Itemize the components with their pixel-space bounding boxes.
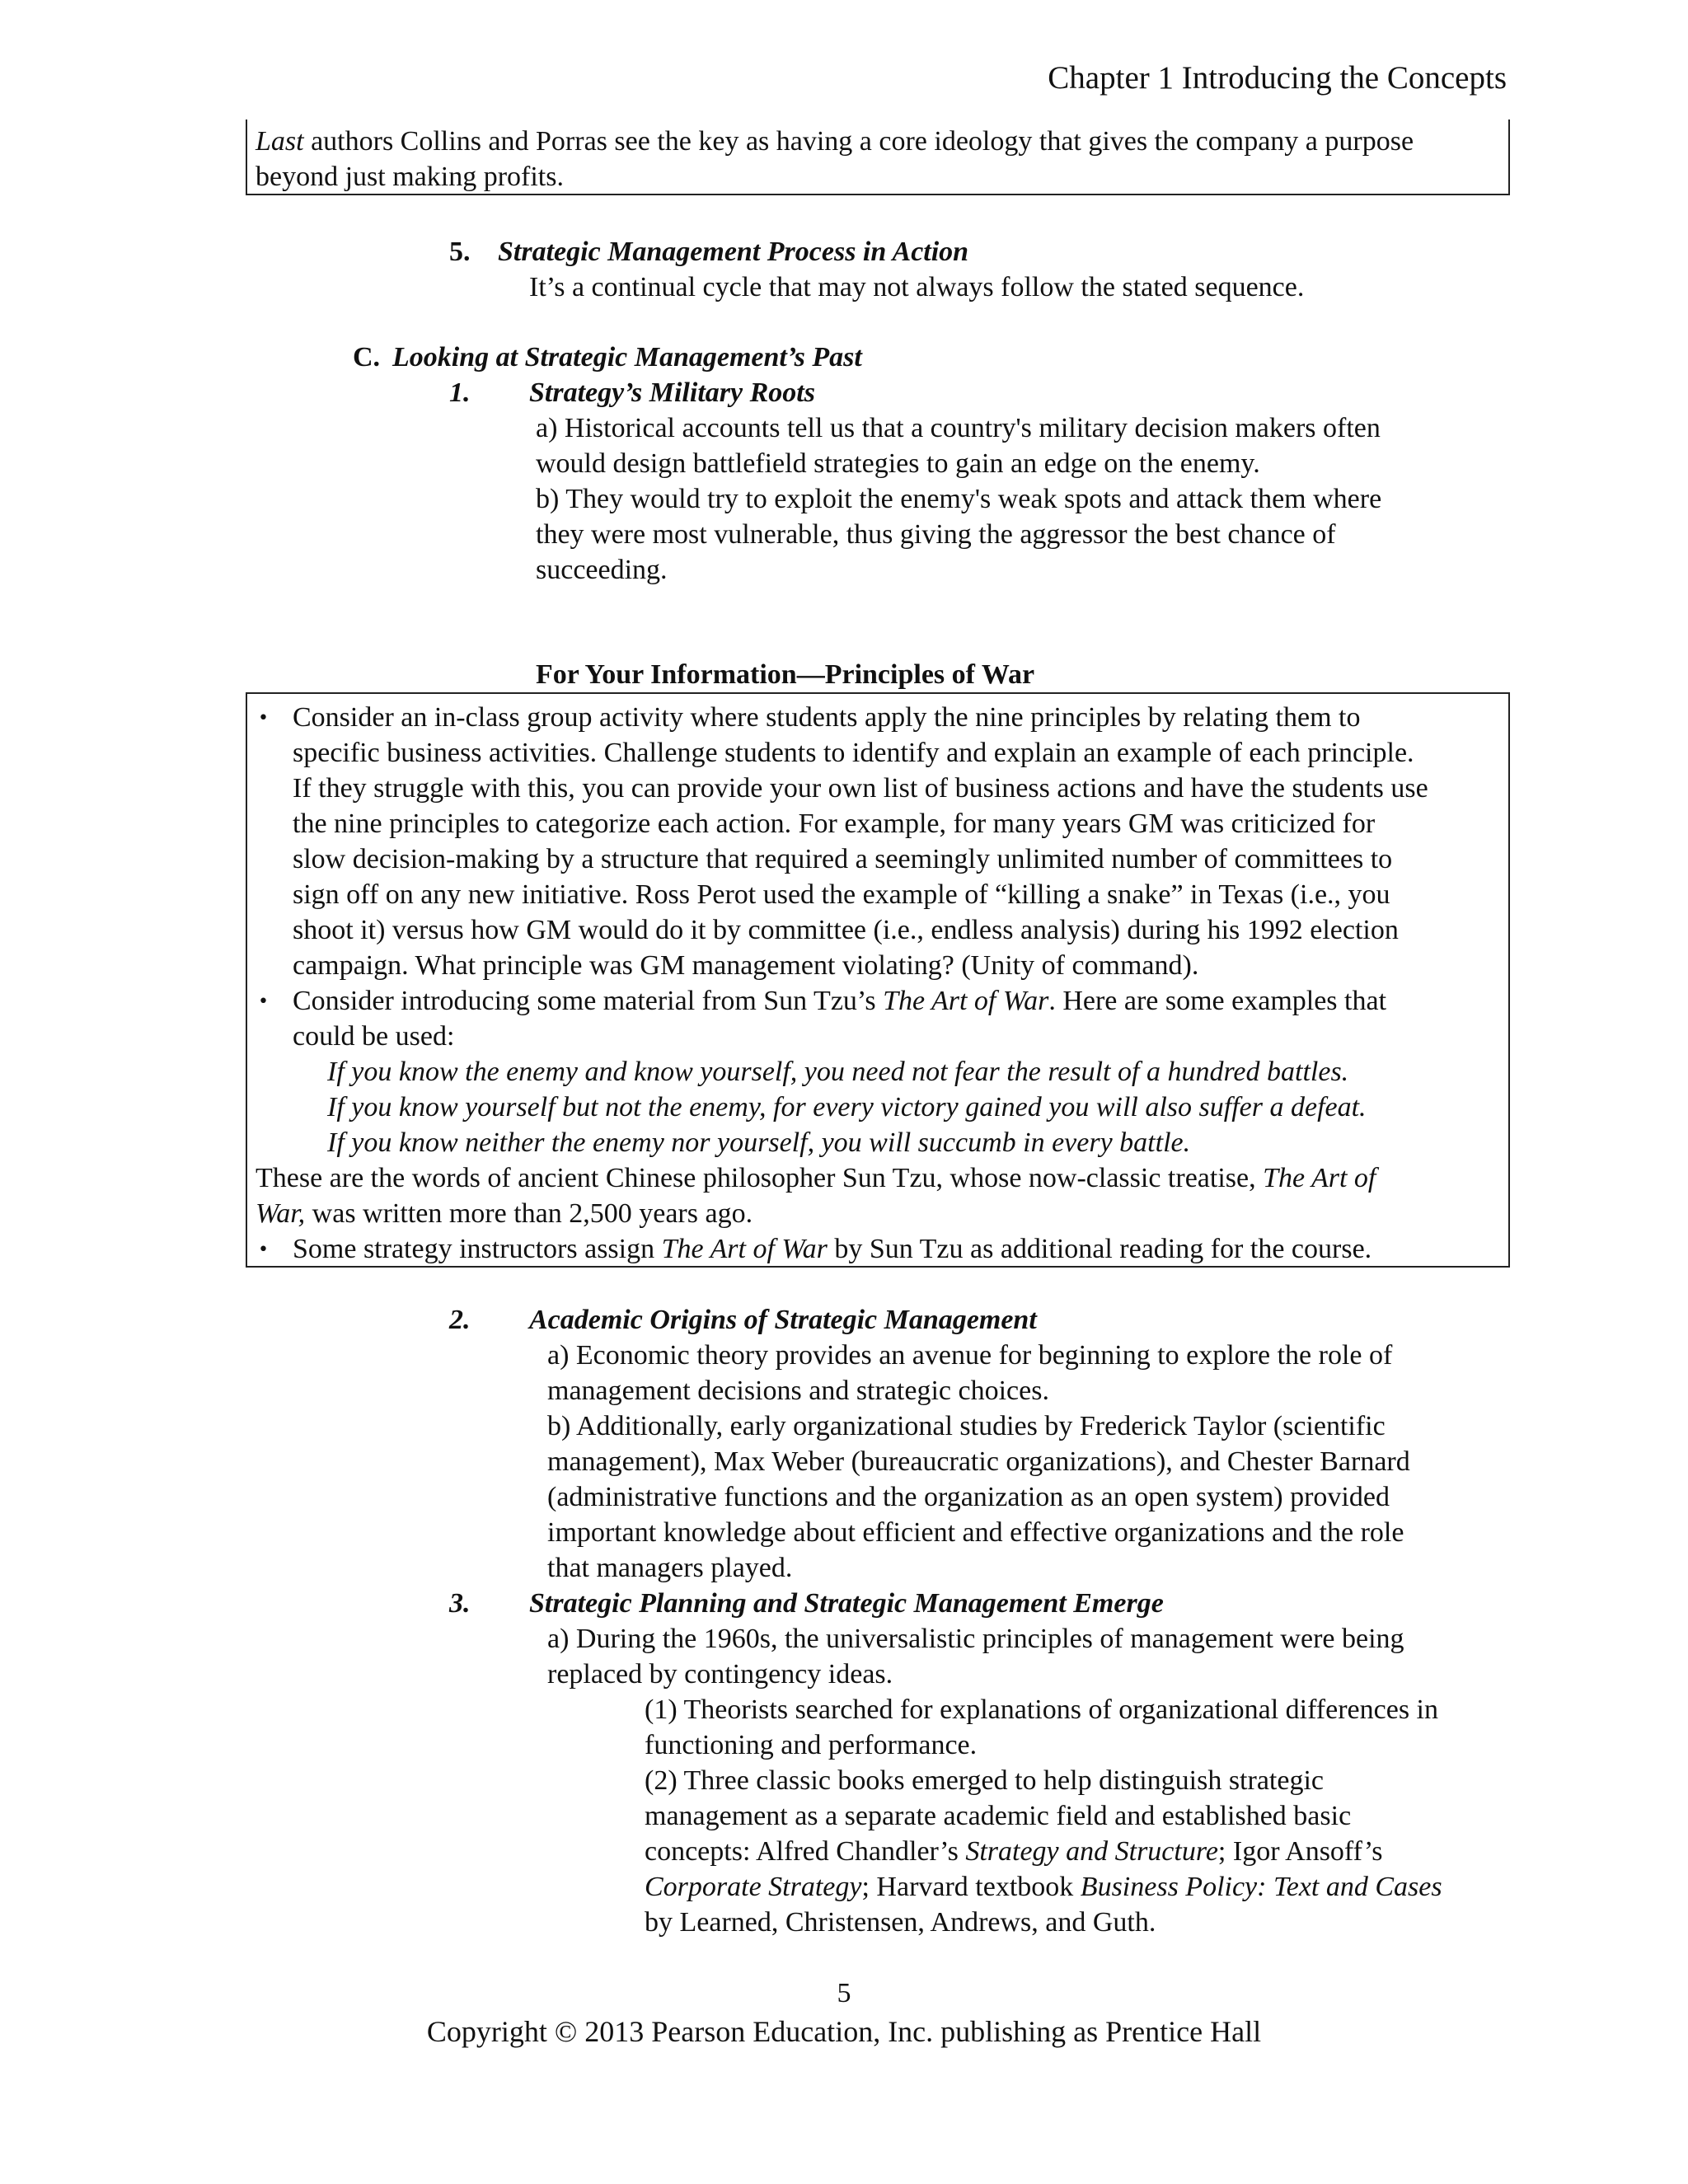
bullet-icon: •	[258, 708, 269, 729]
item-1-number: 1.	[449, 377, 471, 408]
item-3-books-line-3: by Learned, Christensen, Andrews, and Guth.	[645, 1907, 1156, 1938]
section-5-title: Strategic Management Process in Action	[498, 237, 969, 267]
item-2-line: (administrative functions and the organization as an open system) provided	[547, 1482, 1390, 1512]
copyright-footer: Copyright © 2013 Pearson Education, Inc. publishing as Prentice Hall	[426, 2015, 1262, 2048]
fyi-bullet-1-line: If they struggle with this, you can provide your own list of business actions and have the students use	[293, 773, 1428, 804]
section-c-letter: C.	[353, 342, 381, 373]
item-3-line: replaced by contingency ideas.	[547, 1659, 893, 1690]
item-3-sub-line: management as a separate academic field and established basic	[645, 1801, 1352, 1831]
section-5-text: It’s a continual cycle that may not always follow the stated sequence.	[529, 272, 1305, 302]
section-5-number: 5.	[449, 237, 471, 267]
fyi-bullet-1-line: specific business activities. Challenge students to identify and explain an example of each principle.	[293, 738, 1414, 768]
fyi-bullet-2-line-2: could be used:	[293, 1021, 455, 1052]
fyi-bullet-1-line: slow decision-making by a structure that required a seemingly unlimited number of committees to	[293, 844, 1393, 874]
sun-tzu-words-line-2: War, was written more than 2,500 years ago.	[256, 1198, 753, 1229]
item-2-line: management), Max Weber (bureaucratic organizations), and Chester Barnard	[547, 1446, 1410, 1477]
item-3-number: 3.	[449, 1588, 471, 1619]
bullet-icon: •	[258, 991, 269, 1012]
item-3-line: a) During the 1960s, the universalistic principles of management were being	[547, 1624, 1404, 1654]
sun-tzu-quote: If you know neither the enemy nor yourself, you will succumb in every battle.	[327, 1127, 1191, 1158]
page-number: 5	[837, 1978, 851, 2008]
fyi-bullet-1-line: the nine principles to categorize each action. For example, for many years GM was criticized for	[293, 808, 1376, 839]
box-line-2: beyond just making profits.	[256, 162, 564, 192]
fyi-bullet-1-line: shoot it) versus how GM would do it by committee (i.e., endless analysis) during his 1992 election	[293, 915, 1399, 945]
bullet-icon: •	[258, 1240, 269, 1260]
sun-tzu-words-line-1: These are the words of ancient Chinese philosopher Sun Tzu, whose now-classic treatise, The Art of	[256, 1163, 1376, 1193]
item-3-sub-line: (2) Three classic books emerged to help distinguish strategic	[645, 1765, 1324, 1796]
box-line-1: Last authors Collins and Porras see the key as having a core ideology that gives the company a purpose	[256, 126, 1414, 157]
fyi-bullet-1-line: Consider an in-class group activity where students apply the nine principles by relating them to	[293, 702, 1361, 733]
fyi-bullet-3: Some strategy instructors assign The Art of War by Sun Tzu as additional reading for the course.	[293, 1234, 1372, 1264]
sun-tzu-quote: If you know the enemy and know yourself, you need not fear the result of a hundred battles.	[327, 1057, 1349, 1087]
item-2-line: that managers played.	[547, 1553, 793, 1583]
item-3-title: Strategic Planning and Strategic Management Emerge	[529, 1588, 1164, 1619]
fyi-bullet-1-line: sign off on any new initiative. Ross Perot used the example of “killing a snake” in Texas (i.e., you	[293, 879, 1390, 910]
item-2-line: important knowledge about efficient and effective organizations and the role	[547, 1517, 1404, 1548]
item-1-line: a) Historical accounts tell us that a country's military decision makers often	[536, 413, 1381, 443]
item-1-line: would design battlefield strategies to gain an edge on the enemy.	[536, 448, 1260, 479]
item-1-line: they were most vulnerable, thus giving the aggressor the best chance of	[536, 519, 1336, 550]
item-2-line: a) Economic theory provides an avenue for beginning to explore the role of	[547, 1340, 1393, 1371]
chapter-header: Chapter 1 Introducing the Concepts	[1048, 60, 1507, 96]
fyi-title: For Your Information—Principles of War	[536, 659, 1035, 690]
item-3-books-line-1: concepts: Alfred Chandler’s Strategy and Structure; Igor Ansoff’s	[645, 1836, 1383, 1867]
item-3-sub-line: functioning and performance.	[645, 1730, 978, 1760]
item-3-sub-line: (1) Theorists searched for explanations of organizational differences in	[645, 1694, 1438, 1725]
section-c-title: Looking at Strategic Management’s Past	[392, 342, 862, 373]
item-2-line: management decisions and strategic choices.	[547, 1376, 1049, 1406]
item-2-line: b) Additionally, early organizational studies by Frederick Taylor (scientific	[547, 1411, 1386, 1441]
item-1-title: Strategy’s Military Roots	[529, 377, 815, 408]
fyi-bullet-1-line: campaign. What principle was GM management violating? (Unity of command).	[293, 950, 1199, 981]
sun-tzu-quote: If you know yourself but not the enemy, for every victory gained you will also suffer a defeat.	[327, 1092, 1367, 1122]
item-1-line: succeeding.	[536, 555, 668, 585]
item-2-title: Academic Origins of Strategic Management	[529, 1305, 1037, 1335]
item-1-line: b) They would try to exploit the enemy's weak spots and attack them where	[536, 484, 1382, 514]
item-2-number: 2.	[449, 1305, 471, 1335]
item-3-books-line-2: Corporate Strategy; Harvard textbook Business Policy: Text and Cases	[645, 1872, 1442, 1902]
fyi-bullet-2-line-1: Consider introducing some material from Sun Tzu’s The Art of War. Here are some examples that	[293, 986, 1387, 1016]
